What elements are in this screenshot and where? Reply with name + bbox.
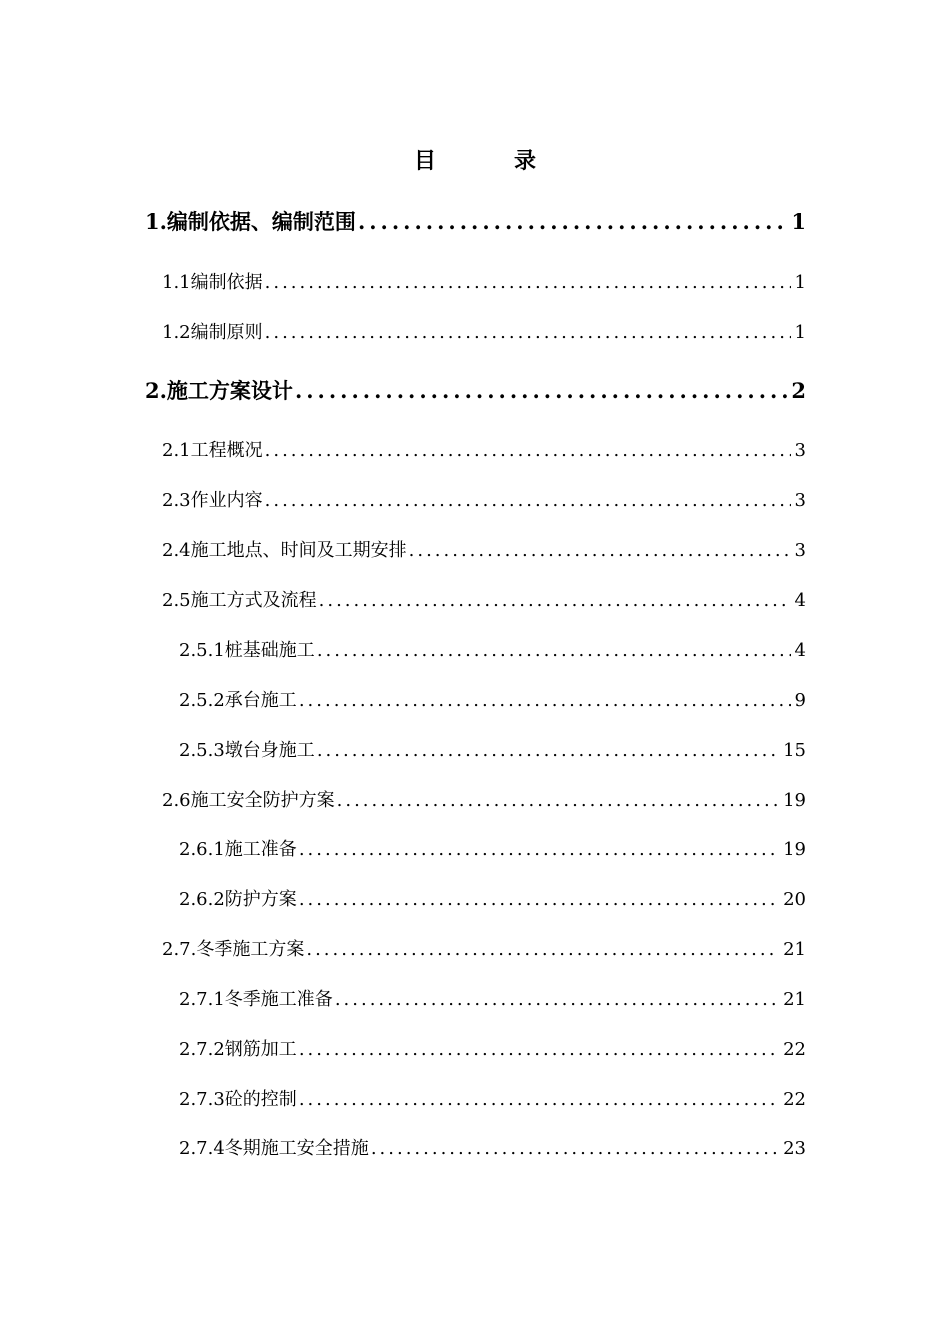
toc-leader-dots <box>319 590 791 611</box>
toc-leader-dots <box>371 1138 779 1159</box>
toc-entry-label: 2.6.1施工准备 <box>179 839 297 860</box>
toc-entry-page: 1 <box>791 209 806 234</box>
toc-leader-dots <box>265 490 791 511</box>
toc-leader-dots <box>299 690 791 711</box>
toc-leader-dots <box>306 939 779 960</box>
toc-entry-label: 1.2编制原则 <box>162 322 263 343</box>
toc-entry[interactable] <box>162 268 806 294</box>
toc-entry-page: 21 <box>783 989 806 1010</box>
toc-entry[interactable] <box>179 636 806 662</box>
toc-entry-page: 15 <box>783 740 806 761</box>
toc-entry[interactable] <box>179 736 806 762</box>
toc-entry[interactable] <box>179 885 806 911</box>
toc-entry-label: 2.3作业内容 <box>162 490 263 511</box>
toc-entry-label: 2.1工程概况 <box>162 440 263 461</box>
toc-leader-dots <box>335 989 779 1010</box>
toc-entry-page: 22 <box>783 1089 806 1110</box>
toc-entry[interactable] <box>162 318 806 344</box>
toc-entry[interactable] <box>179 1035 806 1061</box>
toc-entry-label: 2.5.3墩台身施工 <box>179 740 315 761</box>
toc-entry[interactable] <box>162 536 806 562</box>
toc-entry-page: 1 <box>794 272 806 293</box>
toc-entry-label: 2.7.4冬期施工安全措施 <box>179 1138 369 1159</box>
toc-entry-page: 1 <box>794 322 806 343</box>
toc-entry-label: 2.7.3砼的控制 <box>179 1089 297 1110</box>
toc-entry[interactable] <box>145 375 806 405</box>
toc-entry-page: 19 <box>783 790 806 811</box>
toc-entry-page: 4 <box>794 590 806 611</box>
toc-leader-dots <box>265 272 791 293</box>
toc-leader-dots <box>299 839 779 860</box>
toc-entry-label: 2.4施工地点、时间及工期安排 <box>162 540 407 561</box>
toc-entry-label: 2.7.2钢筋加工 <box>179 1039 297 1060</box>
toc-leader-dots <box>299 1089 779 1110</box>
toc-entry-label: 2.施工方案设计 <box>145 378 293 403</box>
toc-entry-page: 21 <box>783 939 806 960</box>
toc-leader-dots <box>299 1039 779 1060</box>
toc-entry[interactable] <box>162 586 806 612</box>
toc-entry-page: 9 <box>794 690 806 711</box>
toc-entry[interactable] <box>162 786 806 812</box>
toc-leader-dots <box>265 440 791 461</box>
toc-entry[interactable] <box>179 835 806 861</box>
toc-entry[interactable] <box>162 436 806 462</box>
toc-entry[interactable] <box>162 935 806 961</box>
toc-entry-label: 1.编制依据、编制范围 <box>145 209 356 234</box>
toc-entry-label: 2.6.2防护方案 <box>179 889 297 910</box>
toc-entry-page: 3 <box>794 490 806 511</box>
toc-entry-label: 2.6施工安全防护方案 <box>162 790 335 811</box>
toc-entry-page: 19 <box>783 839 806 860</box>
toc-entry-page: 3 <box>794 440 806 461</box>
toc-title: 目 录 <box>413 148 564 174</box>
toc-entry-label: 2.7.1冬季施工准备 <box>179 989 333 1010</box>
toc-leader-dots <box>265 322 791 343</box>
toc-entry-page: 2 <box>791 378 806 403</box>
toc-entry-page: 23 <box>783 1138 806 1159</box>
toc-entry-label: 2.5.1桩基础施工 <box>179 640 315 661</box>
toc-leader-dots <box>337 790 779 811</box>
toc-entry-page: 4 <box>794 640 806 661</box>
toc-leader-dots <box>358 209 787 234</box>
toc-leader-dots <box>409 540 791 561</box>
toc-entry[interactable] <box>179 985 806 1011</box>
toc-entry[interactable] <box>162 486 806 512</box>
toc-entry[interactable] <box>179 1085 806 1111</box>
toc-leader-dots <box>295 378 787 403</box>
toc-entry[interactable] <box>179 686 806 712</box>
toc-entry[interactable] <box>179 1134 806 1160</box>
toc-entry-label: 2.5施工方式及流程 <box>162 590 317 611</box>
toc-entry-label: 2.5.2承台施工 <box>179 690 297 711</box>
toc-leader-dots <box>317 740 779 761</box>
toc-entry[interactable] <box>145 206 806 236</box>
toc-entry-page: 22 <box>783 1039 806 1060</box>
toc-leader-dots <box>317 640 791 661</box>
toc-entry-page: 3 <box>794 540 806 561</box>
toc-entry-label: 1.1编制依据 <box>162 272 263 293</box>
toc-entry-label: 2.7.冬季施工方案 <box>162 939 305 960</box>
toc-leader-dots <box>299 889 779 910</box>
toc-entry-page: 20 <box>783 889 806 910</box>
